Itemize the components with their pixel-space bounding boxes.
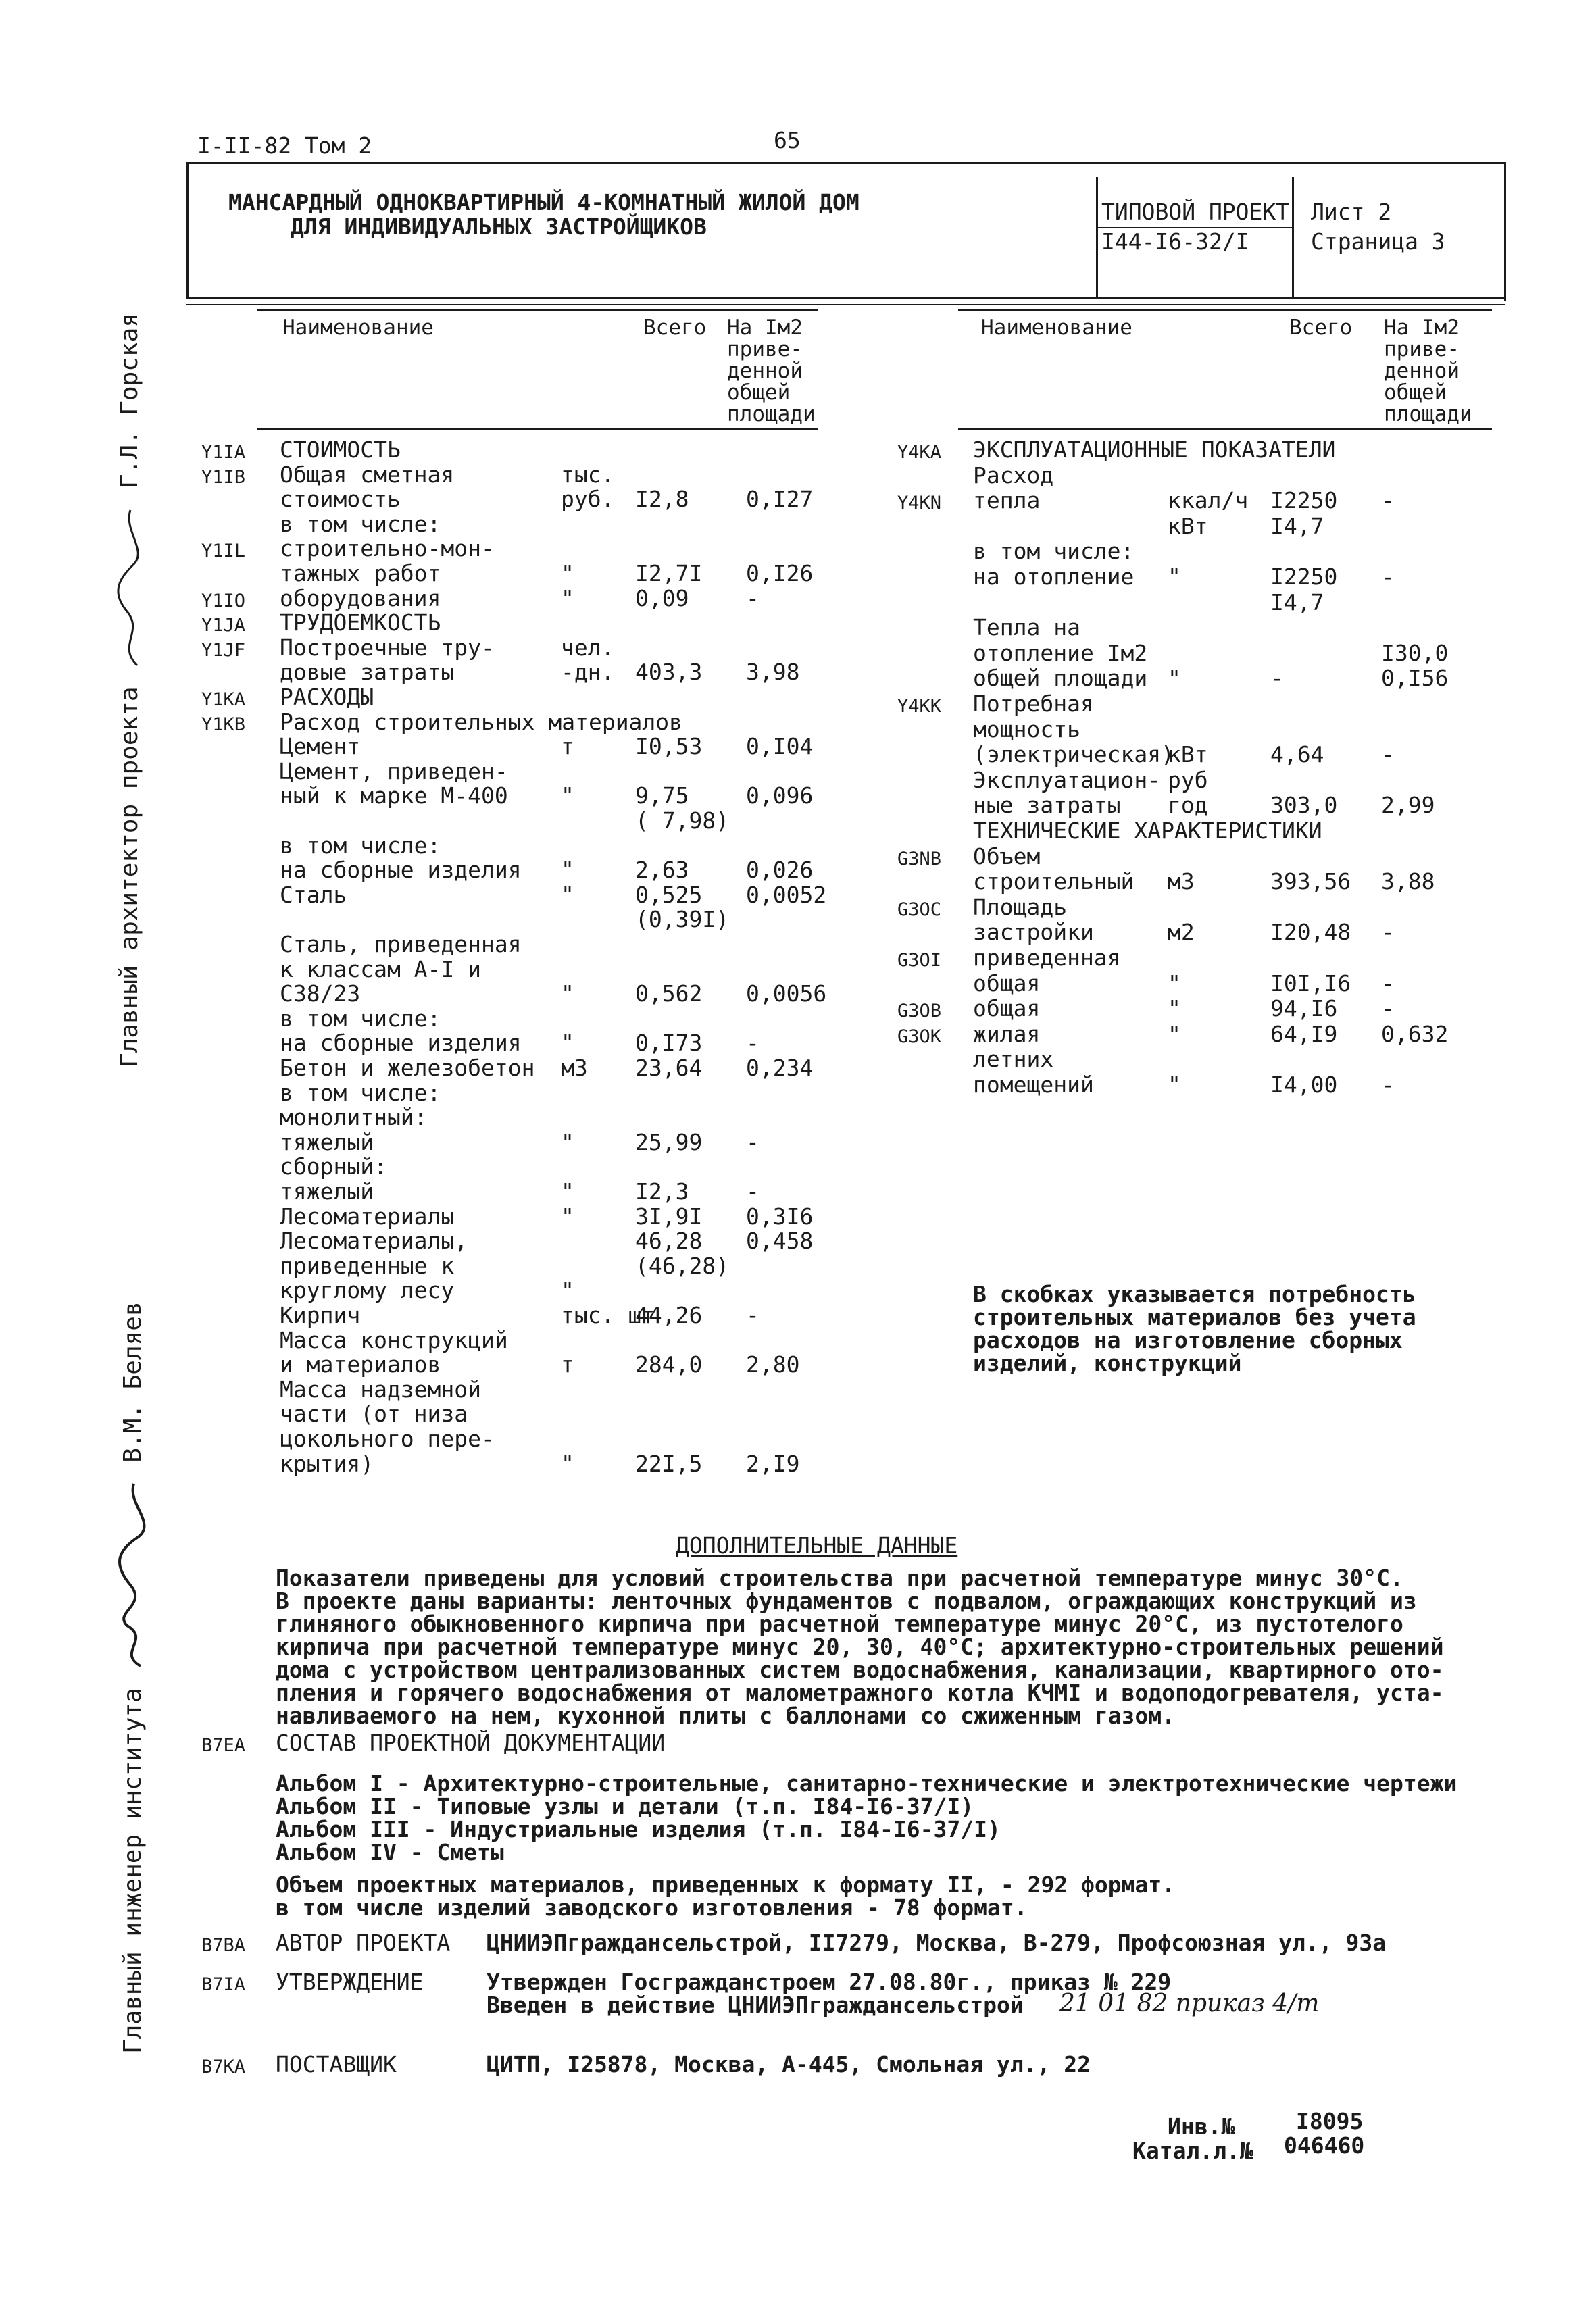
row-per-m2: - [1381, 995, 1395, 1022]
row-name: РАСХОДЫ [280, 684, 374, 710]
row-name: помещений [973, 1072, 1094, 1098]
left-header-per-4: площади [727, 402, 816, 426]
row-name: общая [973, 995, 1041, 1022]
row-per-m2: 0,I04 [746, 733, 814, 760]
row-total: I2250 [1270, 563, 1338, 590]
volume-line: в том числе изделий заводского изготовления - 78 формат. [276, 1894, 1028, 1921]
row-total: 22I,5 [635, 1450, 703, 1477]
row-name: довые затраты [280, 659, 455, 686]
row-name: монолитный: [280, 1104, 428, 1131]
row-per-m2: 2,99 [1381, 792, 1435, 819]
left-header-per-1: приве- [727, 337, 803, 361]
additional-heading: ДОПОЛНИТЕЛЬНЫЕ ДАННЫЕ [676, 1532, 958, 1559]
note-line: В скобках указывается потребность [973, 1281, 1416, 1307]
row-unit: кВт [1168, 512, 1208, 539]
row-unit: -дн. [561, 659, 615, 686]
row-total: 0,09 [635, 584, 689, 611]
row-unit: " [561, 1450, 574, 1477]
row-total: ( 7,98) [635, 807, 730, 834]
row-name: С38/23 [280, 980, 361, 1007]
row-code: Y1IO [201, 590, 246, 611]
catalog-label: Катал.л.№ [1132, 2138, 1253, 2164]
row-name: в том числе: [280, 1079, 441, 1106]
row-total: 44,26 [635, 1302, 703, 1328]
right-header-per-2: денной [1384, 359, 1460, 383]
row-code: Y4KN [897, 493, 942, 514]
row-name: оборудования [280, 584, 441, 611]
row-name: Бетон и железобетон [280, 1055, 535, 1081]
row-per-m2: 0,0052 [746, 881, 827, 908]
row-name: Цемент, приведен- [280, 757, 508, 784]
row-unit: кВт [1168, 741, 1208, 768]
album-line: Альбом III - Индустриальные изделия (т.п. I84-I6-37/I) [276, 1816, 1001, 1842]
row-total: 0,525 [635, 881, 703, 908]
additional-line: дома с устройством централизованных систем водоснабжения, канализации, квартирного ото- [276, 1657, 1444, 1683]
architect-caption [114, 313, 147, 1067]
row-unit: т [561, 733, 574, 760]
row-name: части (от низа [280, 1401, 468, 1428]
row-code: Y4KA [897, 442, 942, 463]
supplier-code: B7KA [201, 2057, 246, 2078]
left-header-per-0: На Iм2 [727, 316, 803, 340]
inventory-number: I8095 [1296, 2108, 1364, 2134]
row-per-m2: - [746, 1128, 759, 1155]
row-unit: руб [1168, 766, 1208, 793]
row-name: летних [973, 1046, 1054, 1073]
row-per-m2: - [1381, 970, 1395, 997]
row-total: I0,53 [635, 733, 703, 760]
row-unit: " [561, 881, 574, 908]
row-total: 3I,9I [635, 1203, 703, 1230]
row-total: 46,28 [635, 1228, 703, 1255]
row-name: Лесоматериалы, [280, 1228, 468, 1255]
engineer-signature-icon [114, 1477, 154, 1673]
row-unit: " [561, 1030, 574, 1057]
row-code: Y1JA [201, 615, 246, 636]
row-unit: руб. [561, 486, 615, 513]
row-total: (0,39I) [635, 906, 730, 933]
inventory-label: Инв.№ [1168, 2113, 1235, 2140]
row-name: к классам А-I и [280, 955, 482, 982]
catalog-number: 046460 [1284, 2132, 1365, 2159]
row-code: G3NB [897, 848, 942, 870]
row-total: I0I,I6 [1270, 970, 1351, 997]
author-label: АВТОР ПРОЕКТА [276, 1930, 451, 1956]
row-name: общей площади [973, 665, 1148, 692]
row-name: Масса надземной [280, 1376, 482, 1403]
row-name: Масса конструкций [280, 1326, 508, 1353]
architect-signature-icon [114, 503, 147, 672]
row-per-m2: - [746, 1030, 759, 1057]
row-code: G3OC [897, 899, 942, 920]
row-total: 9,75 [635, 782, 689, 809]
row-code: G3OI [897, 950, 942, 971]
composition-code: B7EA [201, 1735, 246, 1756]
row-name: Расход строительных материалов [280, 708, 683, 735]
row-total: (46,28) [635, 1252, 730, 1279]
project-label: ТИПОВОЙ ПРОЕКТ [1101, 199, 1290, 225]
approval-line-1: Утвержден Госгражданстроем 27.08.80г., приказ № 229 [487, 1969, 1172, 1995]
row-per-m2: - [1381, 741, 1395, 768]
album-line: Альбом II - Типовые узлы и детали (т.п. I84-I6-37/I) [276, 1793, 974, 1819]
row-total: 23,64 [635, 1055, 703, 1081]
note-line: расходов на изготовление сборных [973, 1327, 1403, 1353]
row-name: на сборные изделия [280, 1030, 522, 1057]
row-name: ные затраты [973, 792, 1121, 819]
row-unit: " [1168, 970, 1181, 997]
row-name: застройки [973, 919, 1094, 946]
row-name: жилая [973, 1020, 1041, 1047]
row-unit: " [561, 1178, 574, 1205]
row-total: 403,3 [635, 659, 703, 686]
author-code: B7BA [201, 1935, 246, 1956]
row-unit: тыс. шт [561, 1302, 655, 1328]
row-code: Y4KK [897, 696, 942, 717]
row-name: тяжелый [280, 1128, 374, 1155]
engineer-name: В.М. Беляев [119, 1301, 147, 1463]
row-unit: " [561, 560, 574, 586]
row-unit: м3 [1168, 868, 1195, 895]
additional-line: кирпича при расчетной температуре минус 20, 30, 40°С; архитектурно-строительных решений [276, 1634, 1444, 1660]
row-name: строительно-мон- [280, 535, 495, 562]
row-name: Построечные тру- [280, 634, 495, 661]
row-per-m2: 0,I56 [1381, 665, 1449, 692]
title-line-1: МАНСАРДНЫЙ ОДНОКВАРТИРНЫЙ 4-КОМНАТНЫЙ ЖИЛОЙ ДОМ [228, 189, 859, 216]
row-unit: " [561, 584, 574, 611]
engineer-label: Главный инженер института [119, 1688, 147, 2054]
row-total: I4,7 [1270, 588, 1324, 615]
row-name: в том числе: [280, 832, 441, 859]
doc-reference: I-II-82 Том 2 [197, 132, 372, 159]
project-number: I44-I6-32/I [1101, 228, 1249, 255]
row-name: в том числе: [280, 510, 441, 537]
row-name: Площадь [973, 893, 1068, 920]
row-unit: " [561, 1203, 574, 1230]
row-per-m2: 0,0056 [746, 980, 827, 1007]
row-total: - [1270, 665, 1284, 692]
row-per-m2: I30,0 [1381, 639, 1449, 666]
right-header-per-0: На Iм2 [1384, 316, 1460, 340]
row-total: 0,I73 [635, 1030, 703, 1057]
row-name: тепла [973, 487, 1041, 514]
architect-label: Главный архитектор проекта [116, 686, 143, 1067]
row-per-m2: 3,88 [1381, 868, 1435, 895]
row-name: Кирпич [280, 1302, 361, 1328]
row-name: сборный: [280, 1153, 387, 1180]
row-name: на отопление [973, 563, 1134, 590]
row-total: 64,I9 [1270, 1020, 1338, 1047]
row-total: I2,3 [635, 1178, 689, 1205]
row-name: ТРУДОЕМКОСТЬ [280, 609, 441, 636]
row-total: 94,I6 [1270, 995, 1338, 1022]
row-unit: " [561, 782, 574, 809]
row-name: Расход [973, 461, 1054, 488]
author-text: ЦНИИЭПграждансельстрой, II7279, Москва, В-279, Профсоюзная ул., 93а [487, 1930, 1387, 1956]
row-name: отопление Iм2 [973, 639, 1148, 666]
row-per-m2: 2,80 [746, 1351, 800, 1378]
row-unit: м2 [1168, 919, 1195, 946]
row-per-m2: 0,I27 [746, 486, 814, 513]
approval-label: УТВЕРЖДЕНИЕ [276, 1969, 424, 1995]
right-header-per-3: общей [1384, 380, 1447, 405]
row-total: I4,00 [1270, 1072, 1338, 1098]
row-total: 25,99 [635, 1128, 703, 1155]
row-name: Тепла на [973, 614, 1080, 641]
row-name: в том числе: [280, 1005, 441, 1032]
row-per-m2: 3,98 [746, 659, 800, 686]
row-per-m2: - [746, 1178, 759, 1205]
row-unit: тыс. [561, 461, 615, 488]
right-header-name: Наименование [981, 316, 1132, 340]
right-header-per-1: приве- [1384, 337, 1460, 361]
left-header-total: Всего [643, 316, 707, 340]
row-per-m2: 0,096 [746, 782, 814, 809]
row-code: G3OK [897, 1026, 942, 1047]
row-name: строительный [973, 868, 1134, 895]
row-code: Y1JF [201, 639, 246, 661]
row-name: Общая сметная [280, 461, 455, 488]
row-unit: ккал/ч [1168, 487, 1249, 514]
row-per-m2: 0,I26 [746, 560, 814, 586]
row-name: тяжелый [280, 1178, 374, 1205]
row-per-m2: - [746, 1302, 759, 1328]
row-name: ТЕХНИЧЕСКИЕ ХАРАКТЕРИСТИКИ [973, 818, 1322, 844]
row-name: ЭКСПЛУАТАЦИОННЫЕ ПОКАЗАТЕЛИ [973, 436, 1336, 463]
row-total: I20,48 [1270, 919, 1351, 946]
left-header-name: Наименование [282, 316, 434, 340]
architect-name: Г.Л. Горская [116, 313, 143, 489]
row-unit: " [1168, 995, 1181, 1022]
album-line: Альбом IV - Сметы [276, 1839, 504, 1865]
row-name: стоимость [280, 486, 401, 513]
row-per-m2: 0,026 [746, 857, 814, 884]
supplier-label: ПОСТАВЩИК [276, 2051, 397, 2078]
row-name: и материалов [280, 1351, 441, 1378]
sheet-number: Лист 2 [1311, 199, 1392, 225]
row-name: мощность [973, 715, 1080, 743]
row-name: ный к марке М-400 [280, 782, 508, 809]
row-name: приведенная [973, 945, 1121, 971]
row-name: круглому лесу [280, 1277, 455, 1304]
row-name: на сборные изделия [280, 857, 522, 884]
row-name: Объем [973, 842, 1041, 870]
row-name: цокольного пере- [280, 1426, 495, 1452]
row-unit: " [561, 980, 574, 1007]
row-name: Сталь [280, 881, 347, 908]
row-total: 393,56 [1270, 868, 1351, 895]
approval-line-2: Введен в действие ЦНИИЭПграждансельстрой [487, 1992, 1024, 2018]
row-unit: чел. [561, 634, 615, 661]
row-total: 4,64 [1270, 741, 1324, 768]
page-number: 65 [774, 127, 801, 153]
row-name: Лесоматериалы [280, 1203, 455, 1230]
row-unit: год [1168, 792, 1208, 819]
row-unit: м3 [561, 1055, 588, 1081]
row-unit: " [561, 857, 574, 884]
additional-line: навливаемого на нем, кухонной плиты с баллонами со сжиженным газом. [276, 1703, 1176, 1729]
additional-line: В проекте даны варианты: ленточных фундаментов с подвалом, ограждающих конструкций из [276, 1588, 1417, 1614]
row-per-m2: 2,I9 [746, 1450, 800, 1477]
row-unit: " [561, 1128, 574, 1155]
row-name: Потребная [973, 690, 1094, 717]
row-name: общая [973, 970, 1041, 997]
row-total: 303,0 [1270, 792, 1338, 819]
right-header-per-4: площади [1384, 402, 1472, 426]
row-per-m2: 0,458 [746, 1228, 814, 1255]
additional-line: пления и горячего водоснабжения от малометражного котла КЧМI и водоподогревателя, уста- [276, 1680, 1444, 1706]
additional-line: глиняного обыкновенного кирпича при расчетной температуре минус 20°С, из пустотелого [276, 1611, 1403, 1637]
row-name: приведенные к [280, 1252, 455, 1279]
row-unit: " [1168, 665, 1181, 692]
row-name: Эксплуатацион- [973, 766, 1162, 793]
row-total: 284,0 [635, 1351, 703, 1378]
row-total: I2,8 [635, 486, 689, 513]
row-code: Y1IB [201, 466, 246, 488]
row-code: Y1KA [201, 689, 246, 710]
note-line: изделий, конструкций [973, 1350, 1242, 1376]
approval-code: B7IA [201, 1974, 246, 1995]
supplier-text: ЦИТП, I25878, Москва, А-445, Смольная ул., 22 [487, 2051, 1091, 2078]
row-per-m2: - [1381, 919, 1395, 946]
row-unit: " [561, 1277, 574, 1304]
row-name: СТОИМОСТЬ [280, 436, 401, 463]
row-per-m2: 0,632 [1381, 1020, 1449, 1047]
row-total: I2,7I [635, 560, 703, 586]
row-code: Y1KB [201, 713, 246, 735]
row-per-m2: - [746, 584, 759, 611]
additional-line: Показатели приведены для условий строительства при расчетной температуре минус 30°С. [276, 1565, 1403, 1591]
row-total: I4,7 [1270, 512, 1324, 539]
left-header-per-3: общей [727, 380, 791, 405]
row-per-m2: - [1381, 1072, 1395, 1098]
left-header-per-2: денной [727, 359, 803, 383]
right-header-total: Всего [1289, 316, 1353, 340]
engineer-caption [114, 1301, 154, 2054]
row-per-m2: - [1381, 563, 1395, 590]
row-per-m2: - [1381, 487, 1395, 514]
row-total: 0,562 [635, 980, 703, 1007]
album-line: Альбом I - Архитектурно-строительные, санитарно-технические и электротехнические чертежи [276, 1770, 1457, 1796]
row-name: Сталь, приведенная [280, 931, 522, 957]
row-name: Цемент [280, 733, 361, 760]
row-per-m2: 0,3I6 [746, 1203, 814, 1230]
row-unit: " [1168, 1020, 1181, 1047]
row-unit: " [1168, 563, 1181, 590]
row-code: Y1IA [201, 442, 246, 463]
row-unit: т [561, 1351, 574, 1378]
row-per-m2: 0,234 [746, 1055, 814, 1081]
volume-line: Объем проектных материалов, приведенных к формату II, - 292 формат. [276, 1871, 1176, 1898]
title-line-2: ДЛЯ ИНДИВИДУАЛЬНЫХ ЗАСТРОЙЩИКОВ [291, 213, 707, 240]
row-name: (электрическая) [973, 741, 1175, 768]
page-of-sheet: Страница 3 [1311, 228, 1445, 255]
approval-handwritten: 21 01 82 приказ 4/т [1059, 1990, 1320, 2017]
row-name: крытия) [280, 1450, 374, 1477]
row-unit: " [1168, 1072, 1181, 1098]
composition-heading: СОСТАВ ПРОЕКТНОЙ ДОКУМЕНТАЦИИ [276, 1730, 666, 1756]
row-name: в том числе: [973, 538, 1134, 565]
row-code: Y1IL [201, 540, 246, 562]
row-total: 2,63 [635, 857, 689, 884]
row-name: тажных работ [280, 560, 441, 586]
row-total: I2250 [1270, 487, 1338, 514]
row-code: G3OB [897, 1001, 942, 1022]
note-line: строительных материалов без учета [973, 1304, 1416, 1330]
